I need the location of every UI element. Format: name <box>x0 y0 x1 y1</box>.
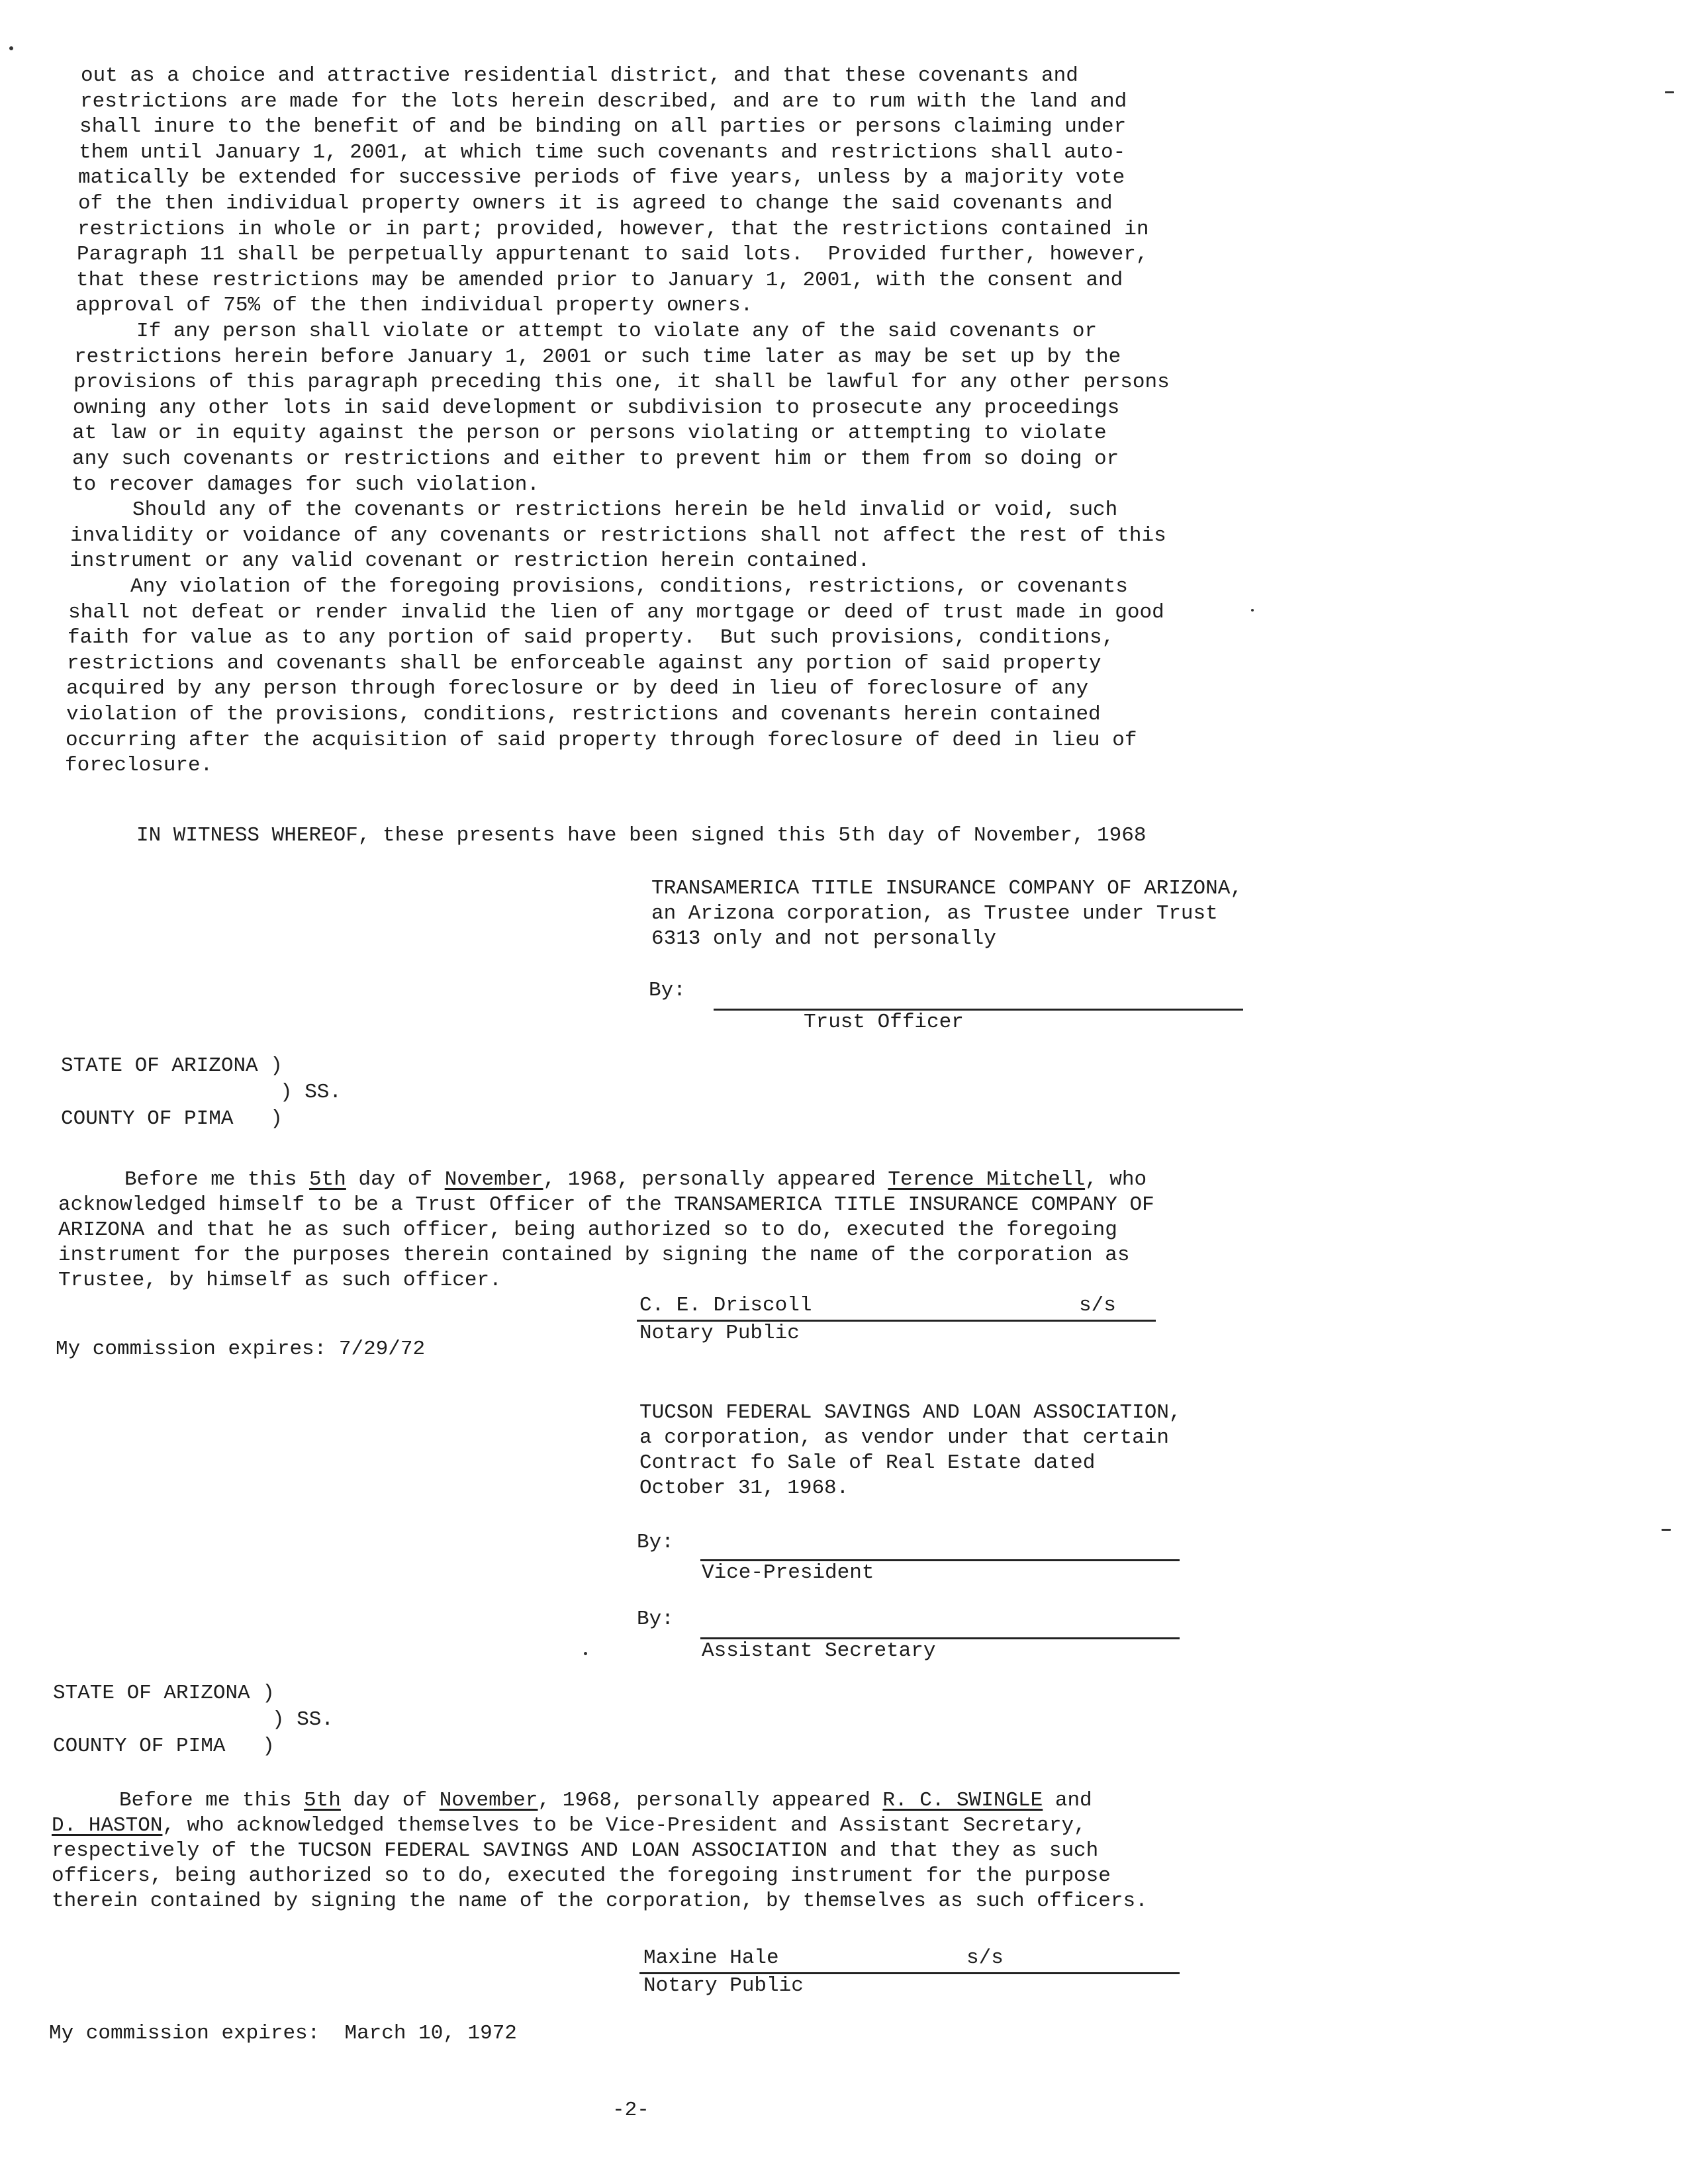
body-line: that these restrictions may be amended prior to January 1, 2001, with the consent and <box>76 269 1123 292</box>
body-line: faith for value as to any portion of said property. But such provisions, conditions, <box>68 626 1115 649</box>
body-line: instrument or any valid covenant or restriction herein contained. <box>70 549 870 572</box>
venue-ss: ) SS. <box>272 1708 334 1731</box>
body-line: Any violation of the foregoing provisions, conditions, restrictions, or covenants <box>69 575 1128 598</box>
body-line: If any person shall violate or attempt to violate any of the said covenants or <box>75 320 1098 343</box>
transamerica-line: TRANSAMERICA TITLE INSURANCE COMPANY OF ARIZONA, <box>651 877 1243 900</box>
page-number: -2- <box>612 2099 649 2122</box>
scan-speck <box>1665 91 1674 93</box>
body-line: at law or in equity against the person or persons violating or attempting to violate <box>72 422 1107 445</box>
scan-speck <box>1251 609 1254 612</box>
ack-first-line: Before me this 5th day of November, 1968, personally appeared Terence Mitchell, who <box>124 1168 1147 1191</box>
tucson-line: a corporation, as vendor under that certain <box>639 1426 1169 1449</box>
by-label: By: <box>637 1608 674 1631</box>
body-line: provisions of this paragraph preceding this one, it shall be lawful for any other persons <box>73 371 1170 394</box>
ack-line: therein contained by signing the name of the corporation, by themselves as such officers. <box>52 1889 1148 1913</box>
venue-state: STATE OF ARIZONA ) <box>53 1682 275 1705</box>
body-line: Paragraph 11 shall be perpetually appurtenant to said lots. Provided further, however, <box>77 243 1149 266</box>
ack-line: ARIZONA and that he as such officer, being authorized so to do, executed the foregoing <box>58 1218 1117 1242</box>
witness-clause: IN WITNESS WHEREOF, these presents have been signed this 5th day of November, 1968 <box>136 824 1147 847</box>
signer-title: Vice-President <box>702 1561 874 1584</box>
scan-speck <box>584 1652 587 1655</box>
transamerica-line: an Arizona corporation, as Trustee under Trust <box>651 902 1218 925</box>
body-line: restrictions and covenants shall be enforceable against any portion of said property <box>67 652 1102 675</box>
ack-line: Trustee, by himself as such officer. <box>58 1269 502 1292</box>
body-line: restrictions herein before January 1, 2001 or such time later as may be set up by the <box>74 345 1121 369</box>
notary-name: Maxine Hale <box>643 1946 779 1970</box>
notary-title: Notary Public <box>643 1974 804 1997</box>
tucson-line: Contract fo Sale of Real Estate dated <box>639 1451 1096 1475</box>
ack-first-line: Before me this 5th day of November, 1968, personally appeared R. C. SWINGLE and <box>119 1789 1092 1812</box>
signer-title: Assistant Secretary <box>702 1639 936 1662</box>
body-line: matically be extended for successive periods of five years, unless by a majority vote <box>78 166 1125 189</box>
signer-title: Trust Officer <box>804 1011 964 1034</box>
scan-speck <box>1662 1529 1671 1531</box>
tucson-line: TUCSON FEDERAL SAVINGS AND LOAN ASSOCIATION, <box>639 1401 1182 1424</box>
body-line: acquired by any person through foreclosure or by deed in lieu of foreclosure of any <box>66 677 1089 700</box>
body-line: out as a choice and attractive residential district, and that these covenants and <box>81 64 1078 87</box>
body-line: any such covenants or restrictions and either to prevent him or them from so doing or <box>72 447 1119 471</box>
ack-line: respectively of the TUCSON FEDERAL SAVINGS AND LOAN ASSOCIATION and that they as such <box>52 1839 1099 1862</box>
notary-name: C. E. Driscoll <box>639 1294 812 1317</box>
body-line: approval of 75% of the then individual property owners. <box>75 294 753 317</box>
ack-line: acknowledged himself to be a Trust Officer of the TRANSAMERICA TITLE INSURANCE COMPANY OF <box>58 1193 1154 1216</box>
body-line: shall inure to the benefit of and be binding on all parties or persons claiming under <box>79 115 1127 138</box>
body-line: Should any of the covenants or restrictions herein be held invalid or void, such <box>71 498 1118 522</box>
by-label: By: <box>637 1531 674 1554</box>
ack-line: instrument for the purposes therein contained by signing the name of the corporation as <box>58 1244 1130 1267</box>
body-line: violation of the provisions, conditions, restrictions and covenants herein contained <box>66 703 1101 726</box>
venue-county: COUNTY OF PIMA ) <box>61 1107 283 1130</box>
commission-expires: My commission expires: 7/29/72 <box>56 1338 426 1361</box>
transamerica-line: 6313 only and not personally <box>651 927 996 950</box>
venue-state: STATE OF ARIZONA ) <box>61 1054 283 1077</box>
by-label: By: <box>649 979 686 1002</box>
signature-line <box>714 1009 1243 1011</box>
commission-expires: My commission expires: March 10, 1972 <box>49 2022 517 2045</box>
ack-line: officers, being authorized so to do, executed the foregoing instrument for the purpose <box>52 1864 1111 1888</box>
body-line: foreclosure. <box>65 754 213 777</box>
notary-title: Notary Public <box>639 1322 800 1345</box>
body-line: of the then individual property owners it is agreed to change the said covenants and <box>78 192 1113 215</box>
body-line: owning any other lots in said development or subdivision to prosecute any proceedings <box>73 396 1120 420</box>
body-line: to recover damages for such violation. <box>71 473 539 496</box>
body-line: them until January 1, 2001, at which time such covenants and restrictions shall auto- <box>79 141 1126 164</box>
body-line: invalidity or voidance of any covenants or restrictions shall not affect the rest of this <box>70 524 1166 547</box>
notary-ss: s/s <box>966 1946 1004 1970</box>
ack-line: D. HASTON, who acknowledged themselves to be Vice-President and Assistant Secretary, <box>52 1814 1086 1837</box>
body-line: restrictions are made for the lots herein described, and are to rum with the land and <box>80 90 1127 113</box>
notary-ss: s/s <box>1079 1294 1116 1317</box>
scan-speck <box>9 46 13 50</box>
body-line: shall not defeat or render invalid the lien of any mortgage or deed of trust made in good <box>68 601 1164 624</box>
venue-county: COUNTY OF PIMA ) <box>53 1735 275 1758</box>
body-line: occurring after the acquisition of said property through foreclosure of deed in lieu of <box>66 729 1137 752</box>
venue-ss: ) SS. <box>280 1081 342 1104</box>
tucson-line: October 31, 1968. <box>639 1477 849 1500</box>
body-line: restrictions in whole or in part; provided, however, that the restrictions contained in <box>77 218 1149 241</box>
